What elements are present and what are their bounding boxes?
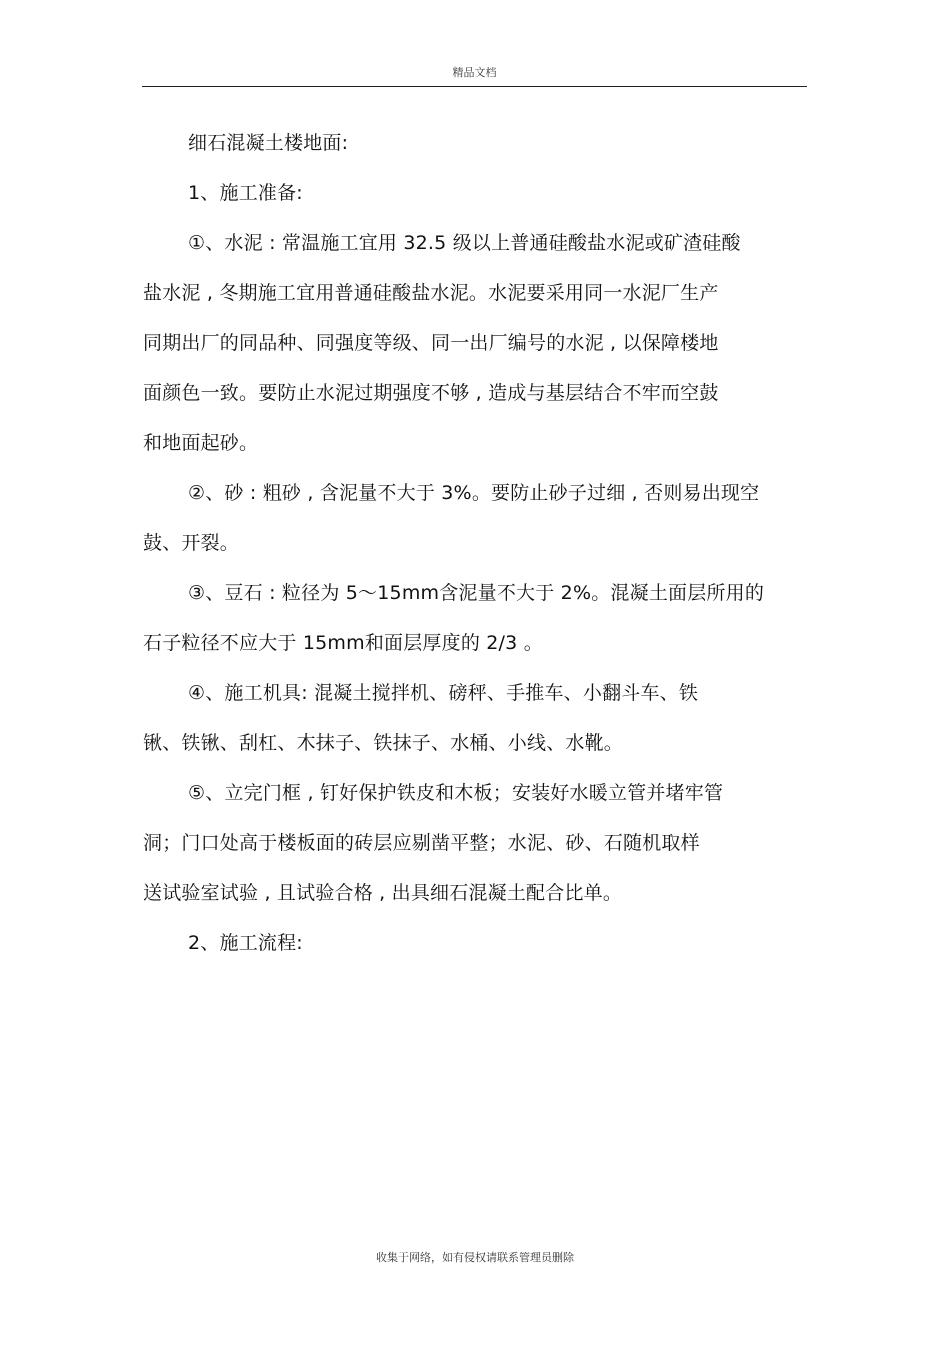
paragraph-doorframe-line-1: ⑤、立完门框 , 钉好保护铁皮和木板；安装好水暖立管并堵牢管 [188, 782, 724, 804]
paragraph-cement-line-4: 面颜色一致。要防止水泥过期强度不够 , 造成与基层结合不牢而空鼓 [143, 382, 719, 404]
page-footer: 收集于网络，如有侵权请联系管理员删除 [376, 1251, 574, 1264]
paragraph-cement-line-1: ①、水泥 : 常温施工宜用 32.5 级以上普通硅酸盐水泥或矿渣硅酸 [188, 232, 741, 254]
section-heading-process: 2、施工流程: [188, 932, 303, 954]
paragraph-tools-line-2: 锹、铁锹、刮杠、木抹子、铁抹子、水桶、小线、水靴。 [143, 732, 624, 754]
paragraph-doorframe-line-3: 送试验室试验 , 且试验合格 , 出具细石混凝土配合比单。 [143, 882, 623, 904]
paragraph-gravel-line-1: ③、豆石 : 粒径为 5～15mm含泥量不大于 2%。混凝土面层所用的 [188, 582, 765, 604]
paragraph-gravel-line-2: 石子粒径不应大于 15mm和面层厚度的 2/3 。 [143, 632, 543, 654]
paragraph-cement-line-3: 同期出厂的同品种、同强度等级、同一出厂编号的水泥 , 以保障楼地 [143, 332, 719, 354]
paragraph-cement-line-2: 盐水泥 , 冬期施工宜用普通硅酸盐水泥。水泥要采用同一水泥厂生产 [143, 282, 719, 304]
page-header: 精品文档 [142, 66, 807, 87]
paragraph-doorframe-line-2: 洞；门口处高于楼板面的砖层应剔凿平整；水泥、砂、石随机取样 [143, 832, 700, 854]
paragraph-tools-line-1: ④、施工机具: 混凝土搅拌机、磅秤、手推车、小翻斗车、铁 [188, 682, 699, 704]
paragraph-sand-line-2: 鼓、开裂。 [143, 532, 240, 554]
paragraph-sand-line-1: ②、砂 : 粗砂 , 含泥量不大于 3%。要防止砂子过细 , 否则易出现空 [188, 482, 760, 504]
document-title: 细石混凝土楼地面: [188, 132, 349, 154]
paragraph-cement-line-5: 和地面起砂。 [143, 432, 259, 454]
section-heading-preparation: 1、施工准备: [188, 182, 303, 204]
